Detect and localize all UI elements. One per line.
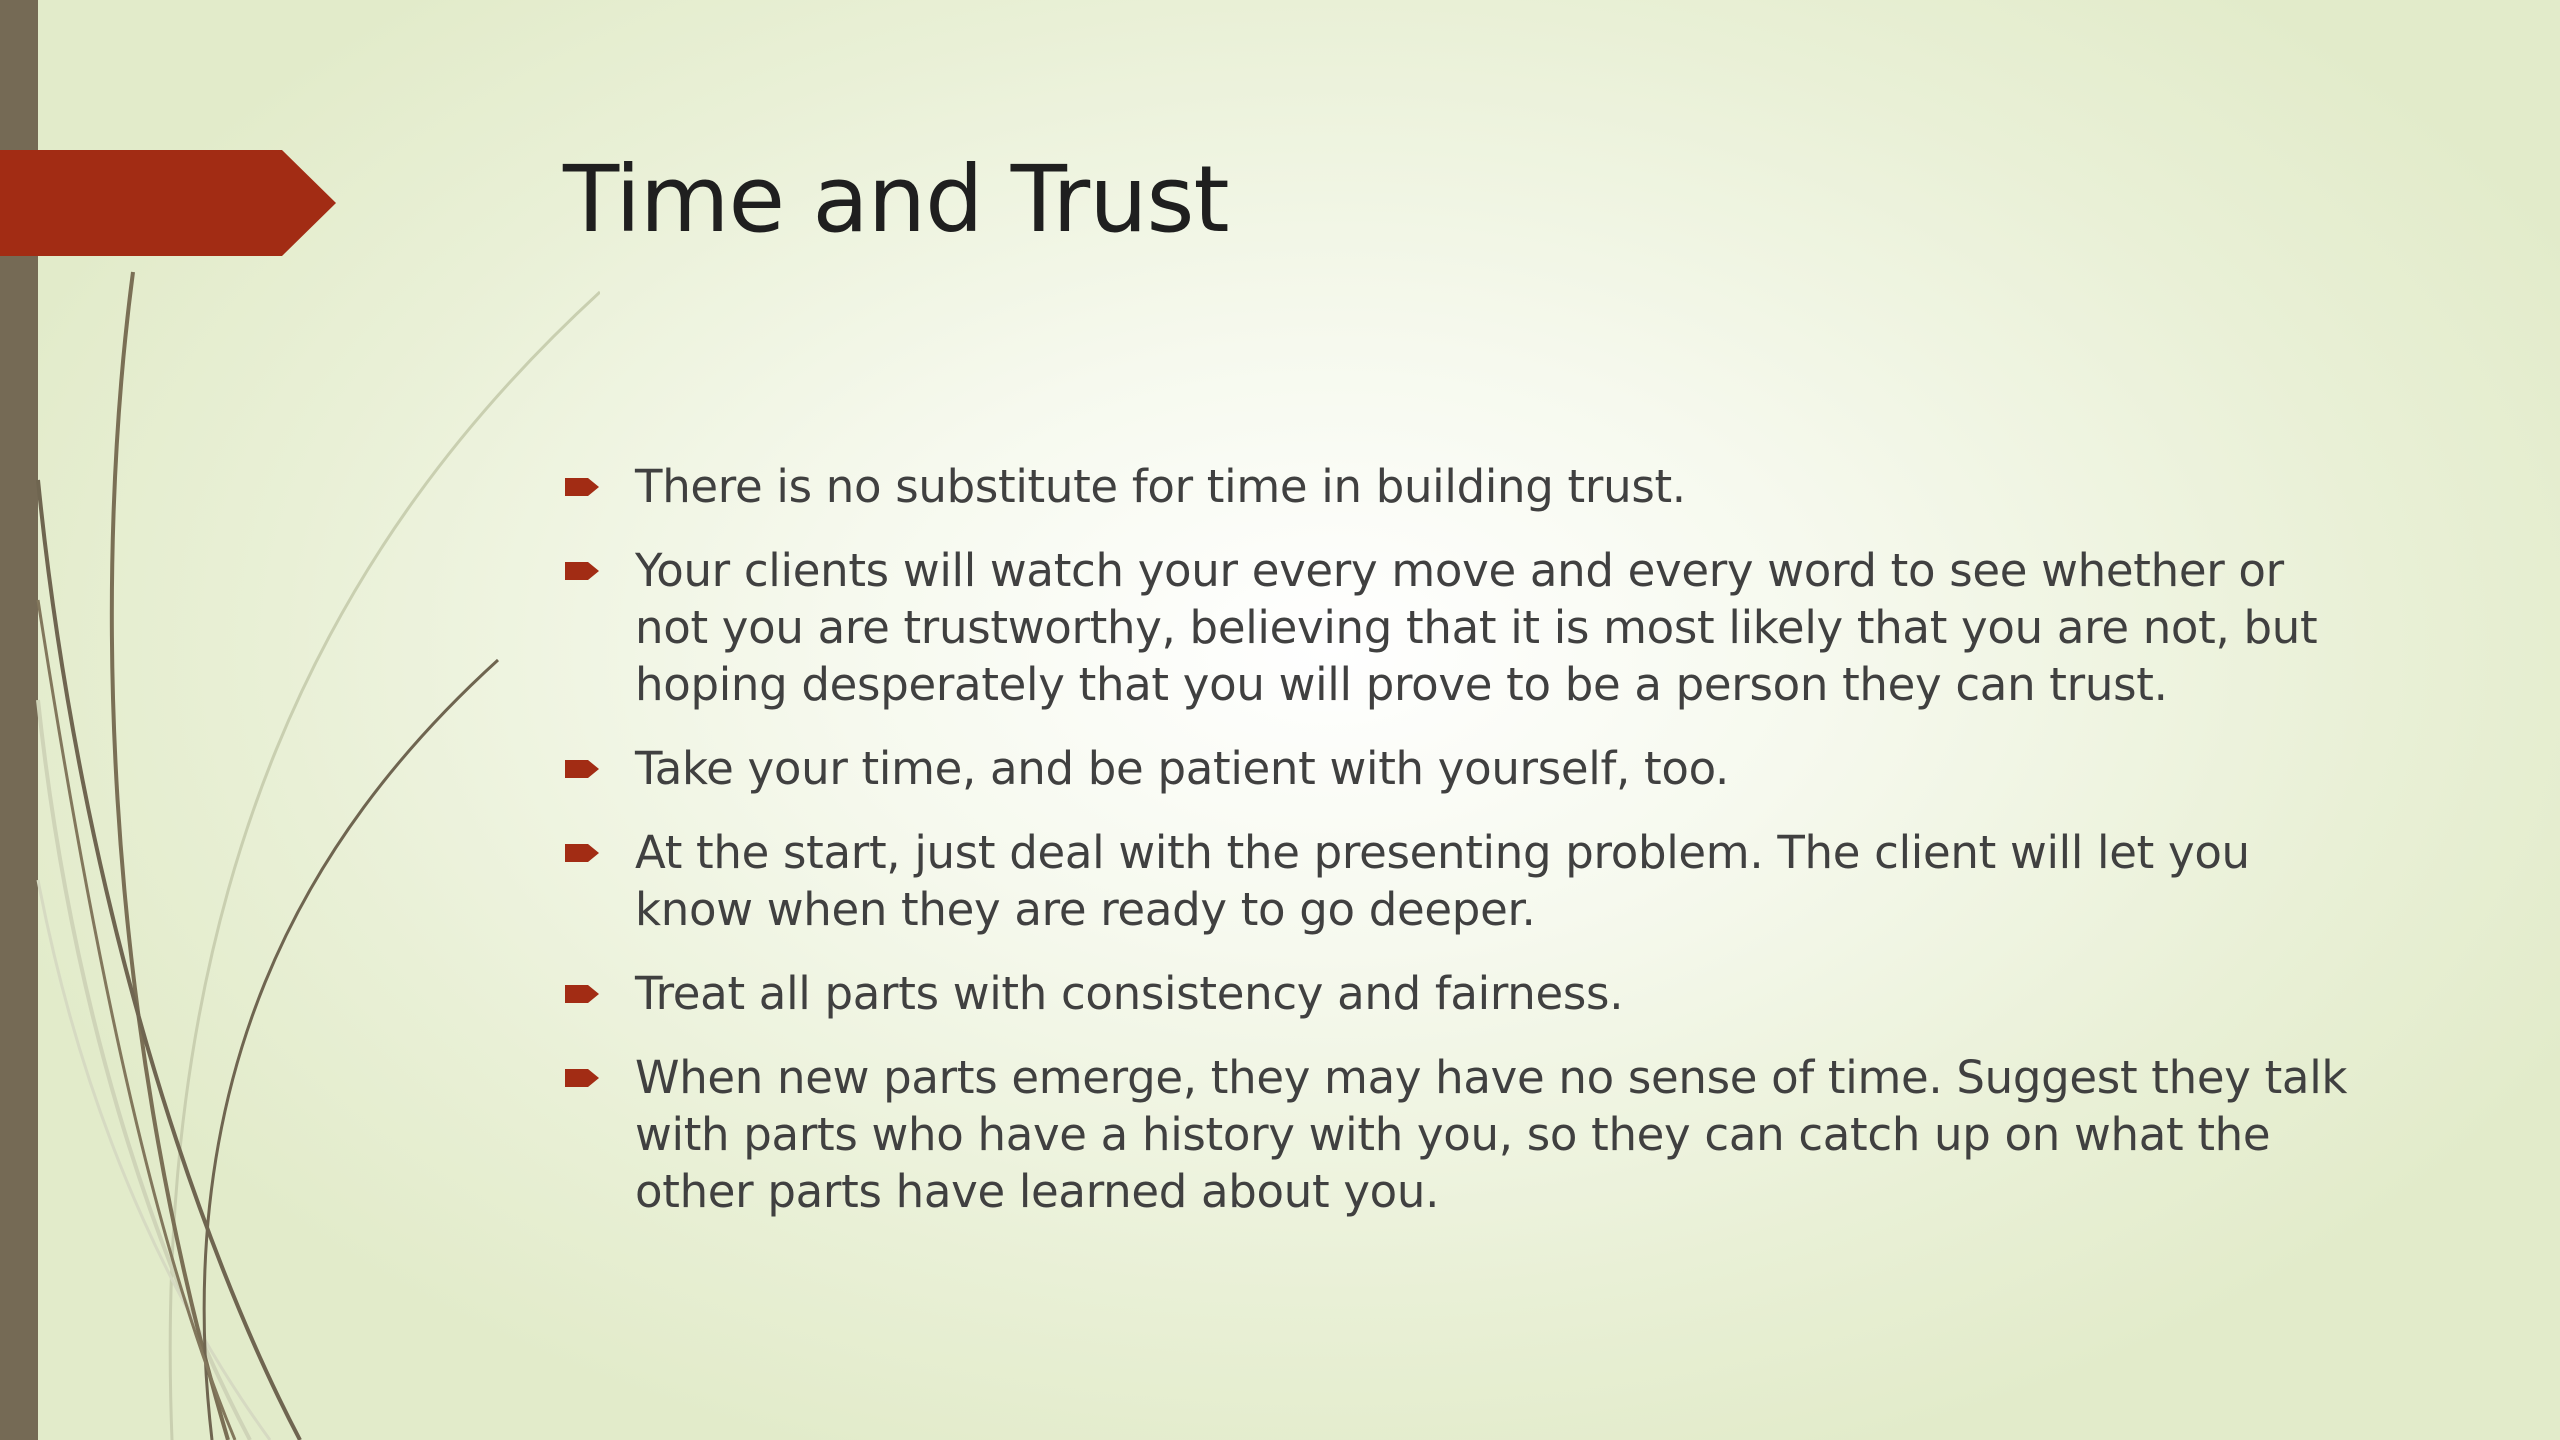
light-curve-3: [38, 880, 270, 1440]
light-curve-1: [170, 292, 600, 1440]
arrow-right-icon: [565, 475, 601, 499]
slide-title: Time and Trust: [563, 146, 1229, 253]
bullet-item: [563, 1049, 2363, 1220]
bullet-text: There is no substitute for time in building trust.: [635, 460, 1686, 513]
bullet-text: When new parts emerge, they may have no sense of time. Suggest they talk with parts who have a history with you, so they can catch up on what the other parts have learned about you.: [635, 1051, 2348, 1218]
light-curve-2: [38, 700, 250, 1440]
bullet-text: Take your time, and be patient with yourself, too.: [635, 742, 1730, 795]
bullet-text: Treat all parts with consistency and fairness.: [635, 967, 1624, 1020]
arrow-right-icon: [565, 1066, 601, 1090]
title-arrow-banner: [0, 150, 336, 256]
bullet-item: [563, 740, 2363, 797]
bullet-text: At the start, just deal with the presenting problem. The client will let you know when they are ready to go deeper.: [635, 826, 2250, 936]
dark-curve-2: [38, 480, 300, 1440]
arrow-right-icon: [565, 757, 601, 781]
bullet-text: Your clients will watch your every move and every word to see whether or not you are trustworthy, believing that it is most likely that you are not, but hoping desperately that you will prove to be a person they can trust.: [635, 544, 2318, 711]
arrow-right-icon: [565, 982, 601, 1006]
bullet-item: [563, 458, 2363, 515]
bullet-list: [563, 458, 2363, 1247]
arrow-right-icon: [565, 559, 601, 583]
bullet-item: [563, 542, 2363, 713]
bullet-item: [563, 965, 2363, 1022]
bullet-item: [563, 824, 2363, 938]
dark-curve-3: [204, 660, 498, 1440]
arrow-right-icon: [565, 841, 601, 865]
